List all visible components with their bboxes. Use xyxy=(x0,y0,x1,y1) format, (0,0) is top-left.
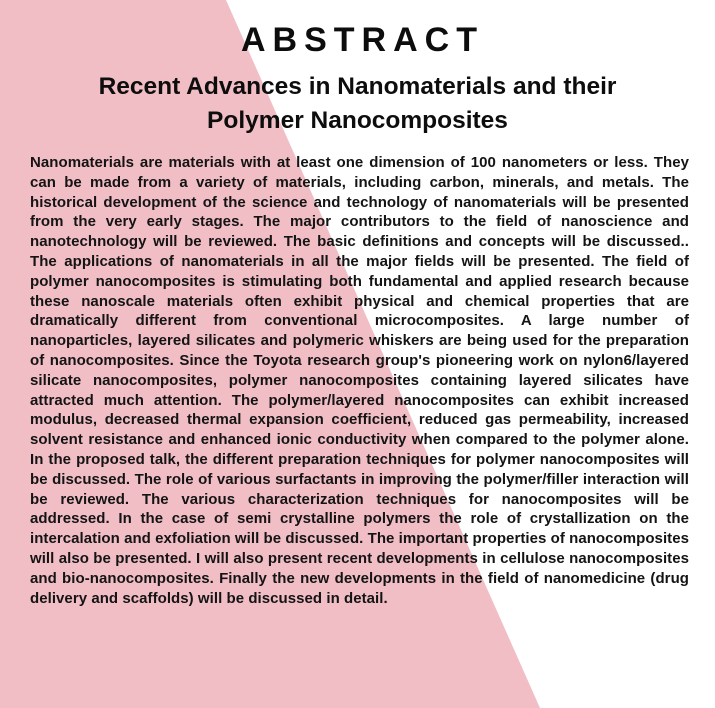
paper-title xyxy=(0,70,715,138)
title-line-1: Recent Advances in Nanomaterials and their xyxy=(98,73,617,100)
abstract-heading: ABSTRACT xyxy=(241,21,484,59)
abstract-body-text: Nanomaterials are materials with at least one dimension of 100 nanometers or less. They can be made from a variety of materials, including carbon, minerals, and metals. The historical development of the science and technology of nanomaterials will be presented from the very early stages. The major contributors to the field of nanoscience and nanotechnology will be reviewed. The basic definitions and concepts will be discussed.. The applications of nanomaterials in all the major fields will be presented. The field of polymer nanocomposites is stimulating both fundamental and applied research because these nanoscale materials often exhibit physical and chemical properties that are dramatically different from conventional microcomposites. A large number of nanoparticles, layered silicates and polymeric whiskers are being used for the preparation of nanocomposites. Since the Toyota research group's pioneering work on nylon6/layered silicate nanocomposites, polymer nanocomposites containing layered silicates have attracted much attention. The polymer/layered nanocomposites can exhibit increased modulus, decreased thermal expansion coefficient, reduced gas permeability, increased solvent resistance and enhanced ionic conductivity when compared to the polymer alone. In the proposed talk, the different preparation techniques for polymer nanocomposites will be discussed. The role of various surfactants in improving the polymer/filler interaction will be reviewed. The various characterization techniques for nanocomposites will be addressed. In the case of semi crystalline polymers the role of crystallization on the intercalation and exfoliation will be discussed. The important properties of nanocomposites will also be presented. I will also present recent developments in cellulose nanocomposites and bio-nanocomposites. Finally the new developments in the field of nanomedicine (drug delivery and scaffolds) will be discussed in detail. xyxy=(30,154,689,607)
title-line-2: Polymer Nanocomposites xyxy=(207,107,508,134)
